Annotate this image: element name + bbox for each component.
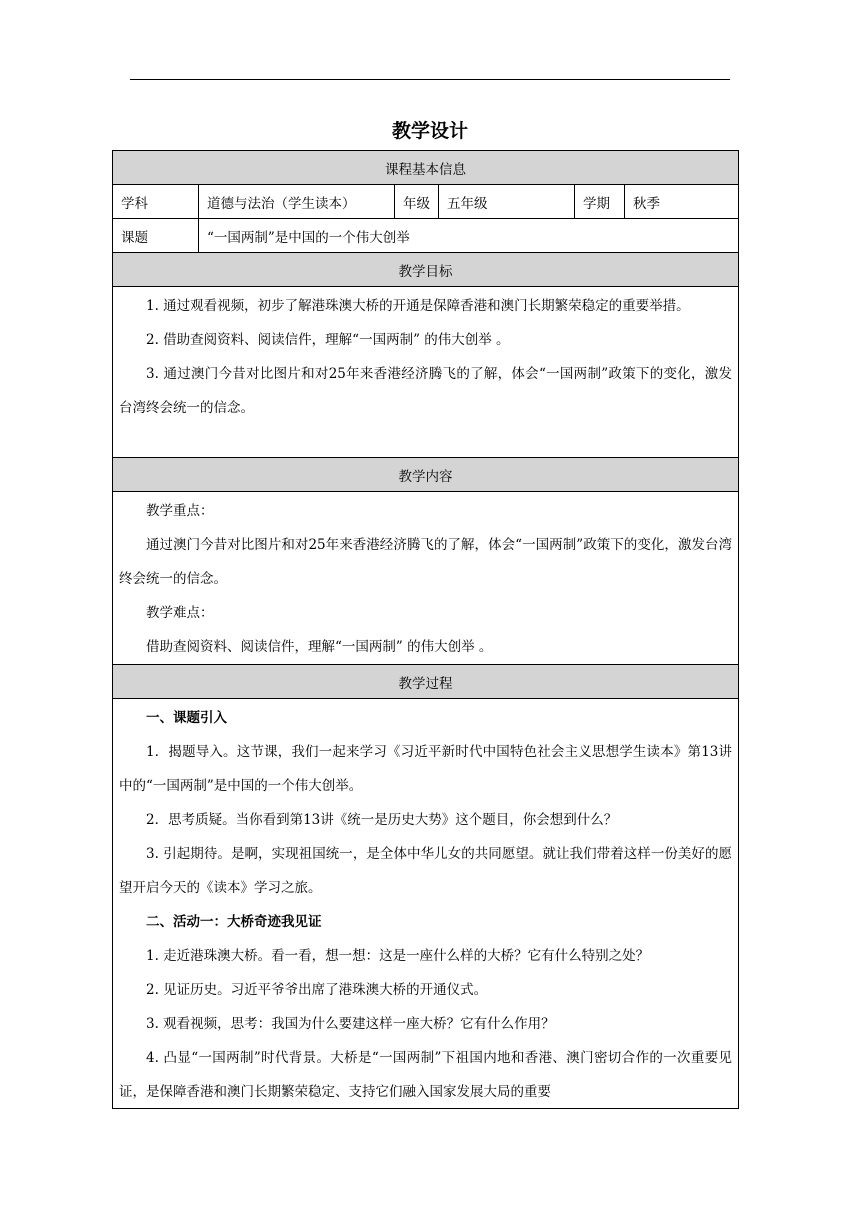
subject-row bbox=[113, 185, 739, 219]
lesson-plan-table bbox=[112, 150, 739, 1109]
term-label: 学期 bbox=[575, 185, 625, 219]
page-title: 教学设计 bbox=[391, 120, 468, 142]
section-title: 一、课题引入 bbox=[146, 710, 227, 726]
key-point-label: 教学重点： bbox=[146, 503, 214, 519]
process-header: 教学过程 bbox=[113, 665, 739, 699]
process-item: 2. 见证历史。习近平爷爷出席了港珠澳大桥的开通仪式。 bbox=[146, 982, 488, 998]
grade-value: 五年级 bbox=[439, 185, 575, 219]
content-row bbox=[113, 492, 739, 665]
goal-item: 1. 通过观看视频，初步了解港珠澳大桥的开通是保障香港和澳门长期繁荣稳定的重要举措。 bbox=[146, 298, 690, 314]
process-item: 4. 凸显“一国两制”时代背景。大桥是“一国两制”下祖国内地和香港、澳门密切合作的一次重要见证，是保障香港和澳门长期繁荣稳定、支持它们融入国家发展大局的重要 bbox=[119, 1050, 733, 1100]
content-cell bbox=[113, 492, 739, 665]
goals-header: 教学目标 bbox=[113, 253, 739, 287]
process-item: 3. 观看视频，思考：我国为什么要建这样一座大桥？它有什么作用？ bbox=[146, 1016, 555, 1032]
process-header-row bbox=[113, 665, 739, 699]
topic-row bbox=[113, 219, 739, 253]
section-title: 二、活动一：大桥奇迹我见证 bbox=[146, 914, 322, 930]
process-item: 2．思考质疑。当你看到第13讲《统一是历史大势》这个题目，你会想到什么？ bbox=[146, 812, 618, 828]
process-item: 1．揭题导入。这节课，我们一起来学习《习近平新时代中国特色社会主义思想学生读本》第13讲中的“一国两制”是中国的一个伟大创举。 bbox=[119, 744, 733, 794]
content-header-row bbox=[113, 458, 739, 492]
topic-value: “一国两制”是中国的一个伟大创举 bbox=[199, 219, 739, 253]
process-row bbox=[113, 699, 739, 1109]
subject-value: 道德与法治（学生读本） bbox=[199, 185, 395, 219]
key-point-text: 通过澳门今昔对比图片和对25年来香港经济腾飞的了解，体会“一国两制”政策下的变化，激发台湾终会统一的信念。 bbox=[119, 537, 733, 587]
process-item: 1. 走近港珠澳大桥。看一看，想一想：这是一座什么样的大桥？它有什么特别之处？ bbox=[146, 948, 650, 964]
basic-info-header: 课程基本信息 bbox=[113, 151, 739, 185]
goals-row bbox=[113, 287, 739, 458]
difficult-point-label: 教学难点： bbox=[146, 605, 214, 621]
goals-header-row bbox=[113, 253, 739, 287]
topic-label: 课题 bbox=[113, 219, 199, 253]
header-rule bbox=[130, 79, 730, 80]
goal-item: 2. 借助查阅资料、阅读信件，理解“一国两制” 的伟大创举 。 bbox=[146, 332, 510, 348]
process-item: 3. 引起期待。是啊，实现祖国统一，是全体中华儿女的共同愿望。就让我们带着这样一份美好的愿望开启今天的《读本》学习之旅。 bbox=[119, 846, 733, 896]
basic-info-header-row bbox=[113, 151, 739, 185]
process-cell bbox=[113, 699, 739, 1109]
term-value: 秋季 bbox=[625, 185, 739, 219]
goals-cell bbox=[113, 287, 739, 458]
subject-label: 学科 bbox=[113, 185, 199, 219]
grade-label: 年级 bbox=[395, 185, 439, 219]
goal-item: 3. 通过澳门今昔对比图片和对25年来香港经济腾飞的了解，体会“一国两制”政策下的变化，激发台湾终会统一的信念。 bbox=[119, 366, 733, 416]
content-header: 教学内容 bbox=[113, 458, 739, 492]
difficult-point-text: 借助查阅资料、阅读信件，理解“一国两制” 的伟大创举 。 bbox=[146, 639, 493, 655]
